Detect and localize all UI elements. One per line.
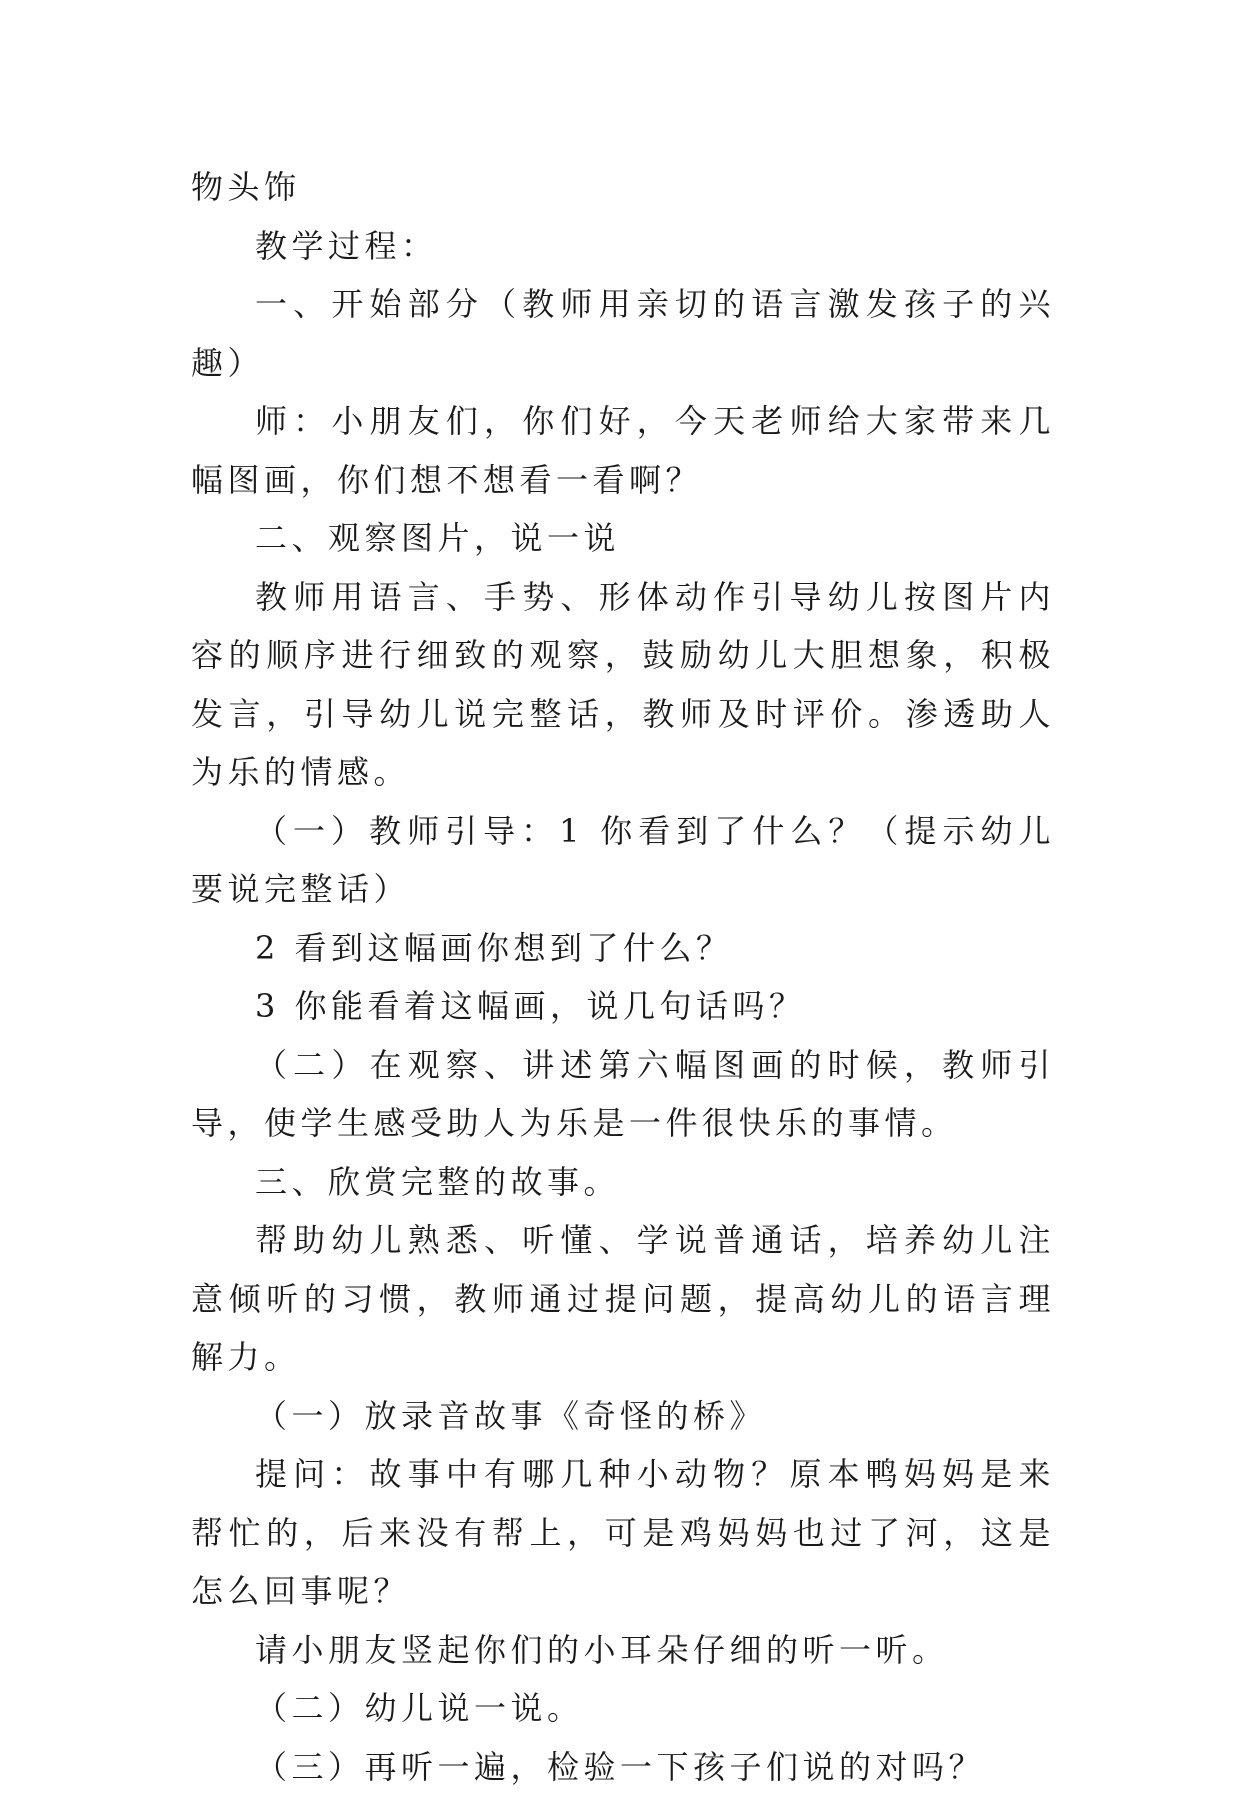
- paragraph-sixth-picture: （二）在观察、讲述第六幅图画的时候，教师引导，使学生感受助人为乐是一件很快乐的事情。: [191, 1036, 1055, 1153]
- paragraph-continuation: 物头饰: [191, 158, 1055, 217]
- paragraph-listening-goal: 帮助幼儿熟悉、听懂、学说普通话，培养幼儿注意倾听的习惯，教师通过提问题，提高幼儿的语言理解力。: [191, 1211, 1055, 1387]
- paragraph-question-two: 2 看到这幅画你想到了什么？: [191, 919, 1055, 978]
- paragraph-part-three-heading: 三、欣赏完整的故事。: [191, 1153, 1055, 1212]
- document-body: [191, 158, 1055, 1796]
- paragraph-listen-carefully: 请小朋友竖起你们的小耳朵仔细的听一听。: [191, 1621, 1055, 1680]
- paragraph-listen-again: （三）再听一遍，检验一下孩子们说的对吗？: [191, 1738, 1055, 1796]
- paragraph-part-one-heading: 一、开始部分（教师用亲切的语言激发孩子的兴趣）: [191, 275, 1055, 392]
- paragraph-observation-guide: 教师用语言、手势、形体动作引导幼儿按图片内容的顺序进行细致的观察，鼓励幼儿大胆想象，积极发言，引导幼儿说完整话，教师及时评价。渗透助人为乐的情感。: [191, 568, 1055, 802]
- paragraph-question-three: 3 你能看着这幅画，说几句话吗？: [191, 977, 1055, 1036]
- paragraph-teacher-greeting: 师：小朋友们，你们好，今天老师给大家带来几幅图画，你们想不想看一看啊？: [191, 392, 1055, 509]
- paragraph-part-two-heading: 二、观察图片，说一说: [191, 509, 1055, 568]
- paragraph-section-heading: 教学过程：: [191, 217, 1055, 276]
- paragraph-question-one: （一）教师引导：1 你看到了什么？（提示幼儿要说完整话）: [191, 802, 1055, 919]
- paragraph-story-question: 提问：故事中有哪几种小动物？原本鸭妈妈是来帮忙的，后来没有帮上，可是鸡妈妈也过了河，这是怎么回事呢？: [191, 1445, 1055, 1621]
- paragraph-story-recording: （一）放录音故事《奇怪的桥》: [191, 1387, 1055, 1446]
- paragraph-children-speak: （二）幼儿说一说。: [191, 1679, 1055, 1738]
